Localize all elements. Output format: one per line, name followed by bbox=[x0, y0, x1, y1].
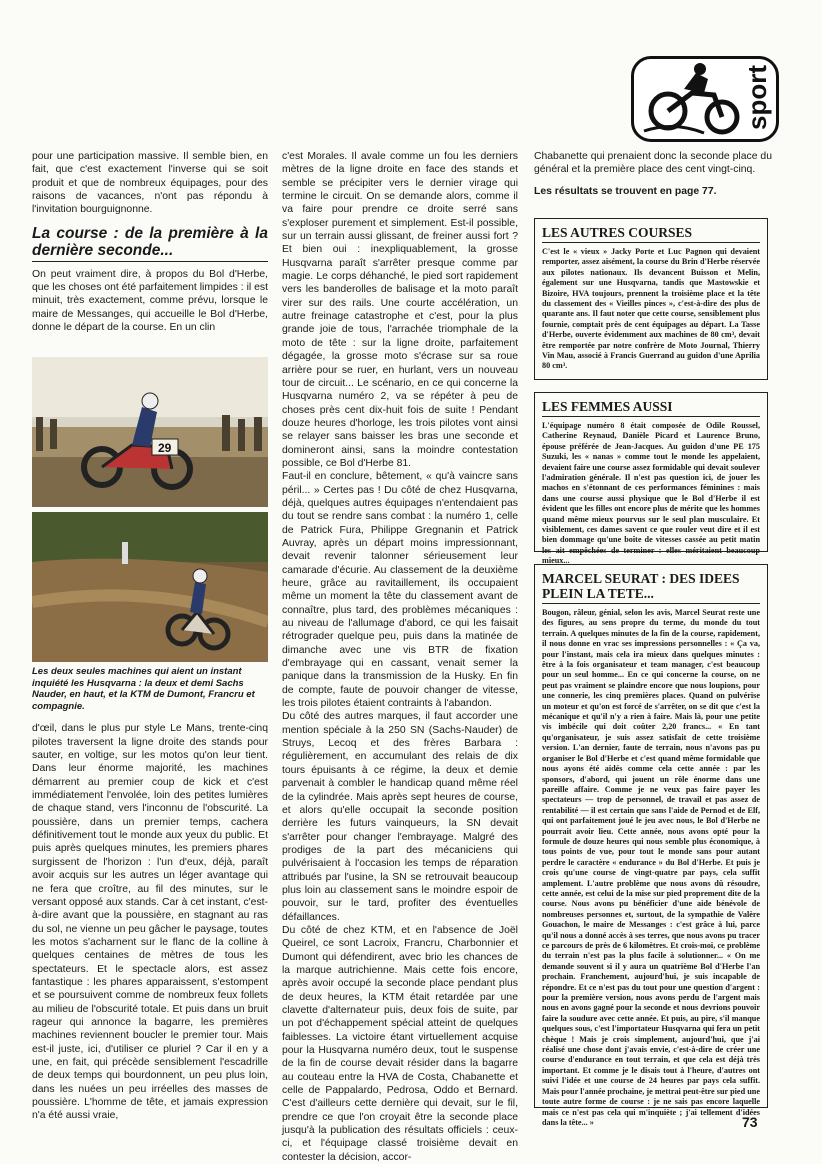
page-number: 73 bbox=[742, 1114, 758, 1130]
photo-sachs-nauder bbox=[32, 357, 268, 507]
col2-paragraph-3: Du côté des autres marques, il faut accorder une mention spéciale à la 250 SN (Sachs-Nauder) de Struys, Lecoq et des frères Barbara : régulièrement, en accumulant des relais de dix tours épuisants à ce régime, la deux et demie parvenait à combler le handicap quand même réel de la cylindrée. Mais après sept heures de course, et alors qu'elle occupait la seconde position derrière les futurs vainqueurs, la SN devait s'arrêter pour changer l'embrayage. Malgré des prodiges de la part des mécaniciens qui pulvérisaient à l'occasion les temps de réparation attribués par l'usine, la SN se retrouvait beaucoup plus loin au classement sans le moindre espoir de pouvoir, sur le tard, profiter des éventuelles défaillances. bbox=[282, 711, 518, 923]
box-text: L'équipage numéro 8 était composée de Odile Roussel, Catherine Reynaud, Danièle Picard et Laurence Bruno, épouse préférée de Jean-Jacques. Au guidon d'une PE 175 Suzuki, les « nanas » comme tout le monde les appelaient, devaient faire une course assez formidable qui devait soulever l'admiration générale. Il n'est pas question ici, de jouer les machos en s'étonnant de ces performances féminines : mais dans une course aussi physique que le Bol d'Herbe il est évident que les filles ont encore plus de mérite que les hommes quand même mieux pourvus sur le seul plan musculaire. Et visiblement, ces dames savent ce que rouler veut dire et il est bien dommage qu'une boîte de vitesses cassée au petit matin les ait empêchées de terminer : elles méritaient beaucoup mieux... bbox=[542, 421, 760, 566]
results-reference: Les résultats se trouvent en page 77. bbox=[534, 185, 717, 197]
sidebar-box-femmes-aussi bbox=[534, 392, 768, 566]
column-2 bbox=[282, 150, 518, 1164]
box-text: Bougon, râleur, génial, selon les avis, Marcel Seurat reste une des figures, au sens propre du terme, du monde du tout terrain. A quelques minutes de la fin de la course, rapidement, il nous donne en vrac ses impressions personnelles : « Ça va, pour l'instant, mais cela ira mieux dans quelques minutes : être à la fois organisateur et team manager, c'est beaucoup pour un seul homme... En ce qui concerne la course, on ne peut pas vraiment se plaindre encore que nous loupions, pour une connerie, les cinq premières places. Quand on pulvérise un moteur et qu'on est forcé de s'arrêter, on se dit que c'est la mécanique et qu'il n'y a rien à faire. Mais là, pour une petite vis imbécile qui doit coûter 2,20 francs... « En tant qu'organisateur, je suis assez satisfait de cette troisième version. L'an dernier, faute de terrain, nous n'avons pas pu organiser le Bol d'Herbe et c'est quand même formidable que nous ayons été aidés comme cela cette année : par les sponsors, d'abord, qui jouent un rôle énorme dans une pareille affaire. Comme je ne veux pas faire payer les spectateurs — trop de personnel, de travail et pas assez de rentabilité — il est certain que sans l'aide de Pernod et de Elf, qui ont parfaitement joué le jeu avec nous, le Bol d'Herbe ne pourrait avoir lieu. Cette année, nous avons opté pour la formule de douze heures qui nous semble plus économique, à tous points de vue, pour tout le monde sans pour autant perdre le caractère « endurance » du Bol d'Herbe. Et puis je crois qu'une course de vingt-quatre par pays, cela suffit amplement. L'autre problème que nous avons dû résoudre, cette année, est celui de la mise sur pied proprement dite de la course. Nous avons pu bénéficier d'une aide bénévole de nombreuses personnes et, surtout, de la sympathie de Valère Gouachon, le maire de Messanges : c'est grâce à lui, parce qu'il nous a donné accès à ses terres, que nous avons pu tracer ce parcours de près de 6 kilomètres. Et crois-moi, ce problème du terrain n'est pas la plus facile à solutionner... « On me demande souvent si il y aura un quatrième Bol d'Herbe l'an prochain. Franchement, aujourd'hui, je suis incapable de répondre. Et ce n'est pas du tout pour une question d'argent : pour la première version, nous avons perdu de l'argent mais nous en avons gagné pour la seconde et nous devrions pouvoir faire la soudure avec cette année. Et puis, au pire, s'il manque quelques sous, c'est l'importateur Husqvarna qui fera un petit chèque ! Mais je crois simplement, aujourd'hui, que j'ai réalisé une chose dont j'avais envie, c'est-à-dire de créer une course d'endurance en tout terrain, et que cela est déjà très important. Et comme je le disais tout à l'heure, d'autres ont suivi l'idée et une course de 24 heures par pays cela suffit. Mais pour l'année prochaine, je mettrai peut-être sur pied une toute autre forme de course : je ne sais pas encore laquelle mais ce n'est pas cela qui m'inquiète ; j'ai tellement d'idées dans la tête... » bbox=[542, 608, 760, 1127]
column-1-top bbox=[32, 150, 268, 334]
col2-paragraph-4: Du côté de chez KTM, et en l'absence de Joël Queirel, ce sont Lacroix, Francru, Charbonnier et Dumont qui défendirent, avec brio les chances de la marque autrichienne. Mais cette fois encore, après avoir occupé la seconde place pendant plus de deux heures, la KTM était retardée par une clavette d'alternateur puis, deux fois de suite, par un pot d'échappement spécial atteint de quelques faiblesses. La victoire étant virtuellement acquise pour la Husqvarna numéro deux, tout le suspense de la fin de course devait résider dans la bagarre au couteau entre la HVA de Costa, Chabanette et celle de Pappalardo, Pedrosa, Oddo et Bernard. C'est d'ailleurs cette dernière qui devait, sur le fil, prendre ce que l'on croyait être la seconde place jusqu'à la publication des résultats officiels : ceux-ci, et l'équipage classé troisième devait en contester la décision, accor- bbox=[282, 924, 518, 1163]
sport-section-logo bbox=[631, 56, 779, 142]
photo-caption: Les deux seules machines qui aient un instant inquiété les Husqvarna : la deux et demi Sachs Nauder, en haut, et la KTM de Dumont, Francru et compagnie. bbox=[32, 666, 255, 712]
racing-number-plate: 29 bbox=[158, 441, 172, 455]
sidebar-box-autres-courses bbox=[534, 218, 768, 380]
column-3-top bbox=[534, 150, 772, 198]
box-title: MARCEL SEURAT : DES IDEES PLEIN LA TETE... bbox=[542, 571, 760, 604]
photo-ktm-dumont bbox=[32, 512, 268, 662]
col1-paragraph-2: On peut vraiment dire, à propos du Bol d'Herbe, que les choses ont été parfaitement limpides : il est minuit, très exactement, comme prévu, lorsque le maire de Messanges, qui accueille le Bol d'Herbe, donne le départ de la course. En un clin bbox=[32, 268, 268, 334]
col1-paragraph-1: pour une participation massive. Il semble bien, en fait, que c'est exactement l'inverse qui se soit produit et que de nombreux équipages, pour des raisons de vacances, n'ont pas répondu à l'invitation bourguignonne. bbox=[32, 151, 268, 216]
box-title: LES FEMMES AUSSI bbox=[542, 399, 760, 417]
column-1-bottom bbox=[32, 712, 268, 1133]
section-subheading: La course : de la première à la dernière seconde... bbox=[32, 225, 268, 262]
box-text: C'est le « vieux » Jacky Porte et Luc Pagnon qui devaient remporter, assez aisément, la course du Brin d'Herbe réservée aux pilotes nationaux. Ils devancent Buisson et Melin, également sur une Husqvarna, tandis que Mastowskie et Bizoire, HVA toujours, prennent la troisième place et la tête du classement des « Vieilles pinces », c'est-à-dire des plus de quarante ans. Il faut noter que cette course, sensiblement plus fournie, comptait près de cent équipages au départ. La Tasse d'Herbe, ouverte évidemment aux machines de 80 cm³, devait être remportée par notre confrère de Moto Journal, Thierry Vin Mau, associé à Francis Guerrand au guidon d'une Aprilia 80 cm³. bbox=[542, 247, 760, 371]
col1-paragraph-3: d'œil, dans le plus pur style Le Mans, trente-cinq pilotes traversent la ligne droite des stands pour sauter, en voltige, sur les motos qu'on leur tient. Dans leur énorme majorité, les machines démarrent au premier coup de kick et c'est immédiatement l'envolée, loin des petites lumières de chaque stand, vers l'inconnu de l'obscurité. La poussière, dans un premier temps, cachera définitivement tout le monde aux yeux du public. Et puis après quelques minutes, les premiers phares surgissent de l'horizon : l'un d'eux, déjà, paraît avoir acquis sur les autres un léger avantage qui ne fera que croître, au fil des minutes, sur le versant opposé aux stands. Car à cet instant, c'est-à-dire avant que la poussière, en stagnant au ras du sol, ne vienne un peu gâcher le paysage, toutes les motos s'acharnent sur le flanc de la colline à quelques centaines de mètres de tous les spectateurs. Et le spectacle alors, est assez fantastique : les phares apparaissent, s'estompent et se poursuivent comme de nombreux feux follets au milieu de l'obscurité totale. Et puis dans un bruit rageur qui annonce la bagarre, les premières machines reviennent boucler le premier tour. Mais est-il juste, ici, d'utiliser ce pluriel ? Car il en y a une, en fait, qui précède sensiblement l'escadrille de deux temps qui bourdonnent, un peu plus loin, dans les nuées un peu irréelles des masses de poussière. L'homme de tête, et jamais expression n'a été aussi vraie, bbox=[32, 723, 268, 1122]
box-title: LES AUTRES COURSES bbox=[542, 225, 760, 243]
col2-paragraph-1: c'est Morales. Il avale comme un fou les derniers mètres de la ligne droite en face des stands et semble se précipiter vers le dernier virage qui termine le circuit. On se demande alors, comme il va faire pour prendre ce droite serré sans s'exploser purement et simplement. Est-il possible, sur un terrain aussi glissant, de freiner aussi fort ? Et bien oui : inexpliquablement, la grosse Husqvarna paraît s'arrêter presque comme par magie. Le corps déhanché, le pied sort rapidement vers les banderolles de balisage et la moto paraît virer sur des rails. Une courte accélération, un autre freinage catastrophe et c'est, pour la plus grande joie de tous, l'arrachée triomphale de la moto de tête : sur la ligne droite, parfaitement dégagée, la grosse moto s'écrase sur sa roue arrière pour se ruer, en hurlant, vers un nouveau tour de circuit... Le scénario, en ce qui concerne la Husqvarna numéro 2, va se répéter à peu de choses près cent dix-huit fois de suite ! Pendant douze heures d'horloge, les trois pilotes vont ainsi se relayer sans baisser les bras une seconde et domineront ainsi, sans la moindre contestation possible, ce Bol d'Herbe 81. bbox=[282, 151, 518, 469]
col2-paragraph-2: Faut-il en conclure, bêtement, « qu'à vaincre sans péril... » Certes pas ! Du côté de chez Husqvarna, déjà, quelques autres équipages n'entendaient pas du tout se rendre sans combat : la numéro 1, celle de Patrick Fura, Philippe Gregnanin et Patrick Auvray, après un départ moins impressionnant, devait revenir talonner sérieusement leur camarade d'écurie. Au classement de la deuxième heure, grâce au ravitaillement, ils occupaient même un moment la tête du classement avant de connaître, plus tard, des problèmes mécaniques : au niveau de l'allumage d'abord, ce qui les faisait rétrograder quelque peu, puis dans la matinée de dimanche avec une vis BTR de fixation d'embrayage qui en cassant, venait semer la panique dans la transmission de la Husky. En fin de compte, faute de pouvoir changer de vitesse, les trois pilotes étaient contraints à l'abandon. bbox=[282, 471, 518, 710]
logo-word: sport bbox=[742, 65, 772, 130]
col3-paragraph-1: Chabanette qui prenaient donc la seconde place du général et la première place des cent vingt-cinq. bbox=[534, 151, 772, 176]
